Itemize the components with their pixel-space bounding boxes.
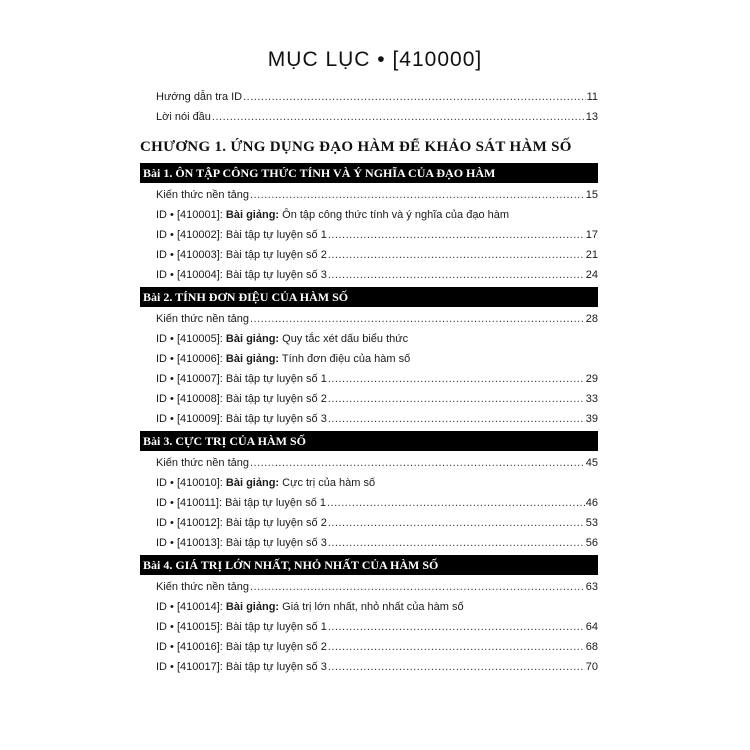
- toc-entry-page: 33: [585, 393, 598, 405]
- lecture-title: Ôn tập công thức tính và ý nghĩa của đạo hàm: [279, 209, 510, 221]
- dot-leader: [243, 87, 585, 107]
- toc-entry-text: [156, 533, 327, 553]
- toc-entry[interactable]: [140, 453, 598, 473]
- lecture-label: Bài giảng:: [225, 601, 280, 613]
- toc-entry-text: [156, 349, 410, 369]
- toc-entry-prefix: Kiến thức nền tảng: [156, 189, 249, 201]
- toc-entry-text: [156, 513, 327, 533]
- chapter-heading: CHƯƠNG 1. ỨNG DỤNG ĐẠO HÀM ĐỂ KHẢO SÁT HÀM SỐ: [140, 139, 572, 155]
- toc-entry-prefix: ID • [410004]: Bài tập tự luyện số 3: [156, 269, 327, 281]
- toc-entry[interactable]: [140, 577, 598, 597]
- toc-content: [140, 87, 598, 679]
- lecture-title: Cực trị của hàm số: [279, 477, 376, 489]
- toc-entry[interactable]: [140, 369, 598, 389]
- lesson-section-4: [140, 555, 598, 677]
- dot-leader: [328, 533, 585, 553]
- toc-entry-prefix: ID • [410014]:: [156, 601, 226, 613]
- dot-leader: [250, 185, 585, 205]
- dot-leader: [328, 389, 585, 409]
- toc-entry-prefix: Kiến thức nền tảng: [156, 581, 249, 593]
- lesson-heading: Bài 1. ÔN TẬP CÔNG THỨC TÍNH VÀ Ý NGHĨA CỦA ĐẠO HÀM: [140, 163, 598, 183]
- toc-entry-prefix: Kiến thức nền tảng: [156, 457, 249, 469]
- toc-entry[interactable]: [140, 245, 598, 265]
- toc-entry-text: [156, 409, 327, 429]
- dot-leader: [328, 369, 585, 389]
- toc-entry-page: 24: [585, 269, 598, 281]
- toc-entry-text: [156, 265, 327, 285]
- toc-entry-text: [156, 453, 249, 473]
- lecture-title: Quy tắc xét dấu biểu thức: [279, 333, 409, 345]
- toc-entry[interactable]: [140, 329, 598, 349]
- lecture-label: Bài giảng:: [225, 477, 280, 489]
- toc-entry[interactable]: [140, 637, 598, 657]
- toc-entry-prefix: ID • [410013]: Bài tập tự luyện số 3: [156, 537, 327, 549]
- dot-leader: [328, 245, 585, 265]
- toc-entry-prefix: ID • [410002]: Bài tập tự luyện số 1: [156, 229, 327, 241]
- dot-leader: [328, 225, 585, 245]
- lesson-heading: Bài 4. GIÁ TRỊ LỚN NHẤT, NHỎ NHẤT CỦA HÀM SỐ: [140, 555, 598, 575]
- toc-entry-prefix: ID • [410010]:: [156, 477, 226, 489]
- toc-entry-page: 64: [585, 621, 598, 633]
- toc-entry-page: 45: [585, 457, 598, 469]
- dot-leader: [250, 453, 585, 473]
- toc-entry-prefix: ID • [410016]: Bài tập tự luyện số 2: [156, 641, 327, 653]
- dot-leader: [328, 637, 585, 657]
- toc-entry-page: 15: [585, 189, 598, 201]
- toc-entry-text: [156, 389, 327, 409]
- toc-entry[interactable]: [140, 265, 598, 285]
- dot-leader: [328, 265, 585, 285]
- toc-entry-prefix: ID • [410001]:: [156, 209, 226, 221]
- toc-entry-text: [156, 617, 327, 637]
- toc-entry-text: [156, 637, 327, 657]
- toc-entry-page: 39: [585, 413, 598, 425]
- toc-entry-page: 46: [585, 497, 598, 509]
- dot-leader: [212, 107, 585, 127]
- toc-entry-text: [156, 185, 249, 205]
- toc-entry-text: [156, 245, 327, 265]
- toc-entry-prefix: ID • [410017]: Bài tập tự luyện số 3: [156, 661, 327, 673]
- lecture-label: Bài giảng:: [225, 209, 280, 221]
- toc-entry[interactable]: [140, 309, 598, 329]
- toc-entry[interactable]: [140, 185, 598, 205]
- dot-leader: [327, 493, 585, 513]
- lesson-section-1: [140, 163, 598, 285]
- toc-entry-page: 56: [585, 537, 598, 549]
- toc-entry-page: 21: [585, 249, 598, 261]
- toc-entry-prefix: ID • [410011]: Bài tập tự luyện số 1: [156, 497, 327, 509]
- toc-entry-prefix: ID • [410012]: Bài tập tự luyện số 2: [156, 517, 327, 529]
- toc-entry-text: [156, 493, 326, 513]
- lesson-section-3: [140, 431, 598, 553]
- toc-entry[interactable]: [140, 205, 598, 225]
- lesson-heading: Bài 3. CỰC TRỊ CỦA HÀM SỐ: [140, 431, 598, 451]
- toc-entry-text: [156, 369, 327, 389]
- toc-entry-prefix: ID • [410005]:: [156, 333, 226, 345]
- lecture-title: Giá trị lớn nhất, nhỏ nhất của hàm số: [279, 601, 464, 613]
- toc-entry-text: [156, 329, 408, 349]
- dot-leader: [328, 657, 585, 677]
- lesson-heading: Bài 2. TÍNH ĐƠN ĐIỆU CỦA HÀM SỐ: [140, 287, 598, 307]
- lecture-title: Tính đơn điệu của hàm số: [279, 353, 411, 365]
- dot-leader: [250, 309, 585, 329]
- toc-entry-page: 70: [585, 661, 598, 673]
- toc-entry-text: [156, 657, 327, 677]
- dot-leader: [328, 409, 585, 429]
- toc-entry-prefix: ID • [410009]: Bài tập tự luyện số 3: [156, 413, 327, 425]
- lesson-section-2: [140, 287, 598, 429]
- toc-entry-page: 63: [585, 581, 598, 593]
- lecture-label: Bài giảng:: [225, 333, 280, 345]
- toc-entry-page: 28: [585, 313, 598, 325]
- toc-entry-page: 53: [585, 517, 598, 529]
- toc-entry-text: [156, 309, 249, 329]
- toc-entry-prefix: ID • [410007]: Bài tập tự luyện số 1: [156, 373, 327, 385]
- toc-entry[interactable]: [140, 389, 598, 409]
- toc-entry-page: 13: [585, 111, 598, 123]
- toc-entry-page: 11: [586, 91, 598, 103]
- lecture-label: Bài giảng:: [225, 353, 280, 365]
- toc-entry[interactable]: [140, 493, 598, 513]
- toc-entry-prefix: Kiến thức nền tảng: [156, 313, 249, 325]
- dot-leader: [328, 513, 585, 533]
- toc-entry-guide[interactable]: [140, 87, 598, 107]
- toc-entry[interactable]: [140, 597, 598, 617]
- toc-entry-text: [156, 225, 327, 245]
- toc-entry-page: 17: [585, 229, 598, 241]
- toc-entry-text: [156, 577, 249, 597]
- toc-entry-text: [156, 597, 464, 617]
- lessons-list: [140, 163, 598, 677]
- toc-entry-prefix: ID • [410015]: Bài tập tự luyện số 1: [156, 621, 327, 633]
- toc-entry[interactable]: [140, 657, 598, 677]
- toc-entry-preface[interactable]: [140, 107, 598, 127]
- toc-entry-text: Hướng dẫn tra ID: [156, 91, 243, 103]
- toc-entry-text: [156, 473, 375, 493]
- dot-leader: [328, 617, 585, 637]
- toc-entry[interactable]: [140, 349, 598, 369]
- toc-entry-text: [156, 205, 509, 225]
- toc-entry-page: 29: [585, 373, 598, 385]
- toc-entry[interactable]: [140, 225, 598, 245]
- toc-entry-prefix: ID • [410006]:: [156, 353, 226, 365]
- toc-entry[interactable]: [140, 513, 598, 533]
- toc-entry[interactable]: [140, 617, 598, 637]
- toc-entry-prefix: ID • [410003]: Bài tập tự luyện số 2: [156, 249, 327, 261]
- toc-entry[interactable]: [140, 473, 598, 493]
- page-title: MỤC LỤC • [410000]: [267, 48, 483, 71]
- toc-entry-prefix: ID • [410008]: Bài tập tự luyện số 2: [156, 393, 327, 405]
- toc-entry[interactable]: [140, 533, 598, 553]
- toc-entry-text: Lời nói đầu: [156, 111, 211, 123]
- dot-leader: [250, 577, 585, 597]
- toc-entry[interactable]: [140, 409, 598, 429]
- toc-entry-page: 68: [585, 641, 598, 653]
